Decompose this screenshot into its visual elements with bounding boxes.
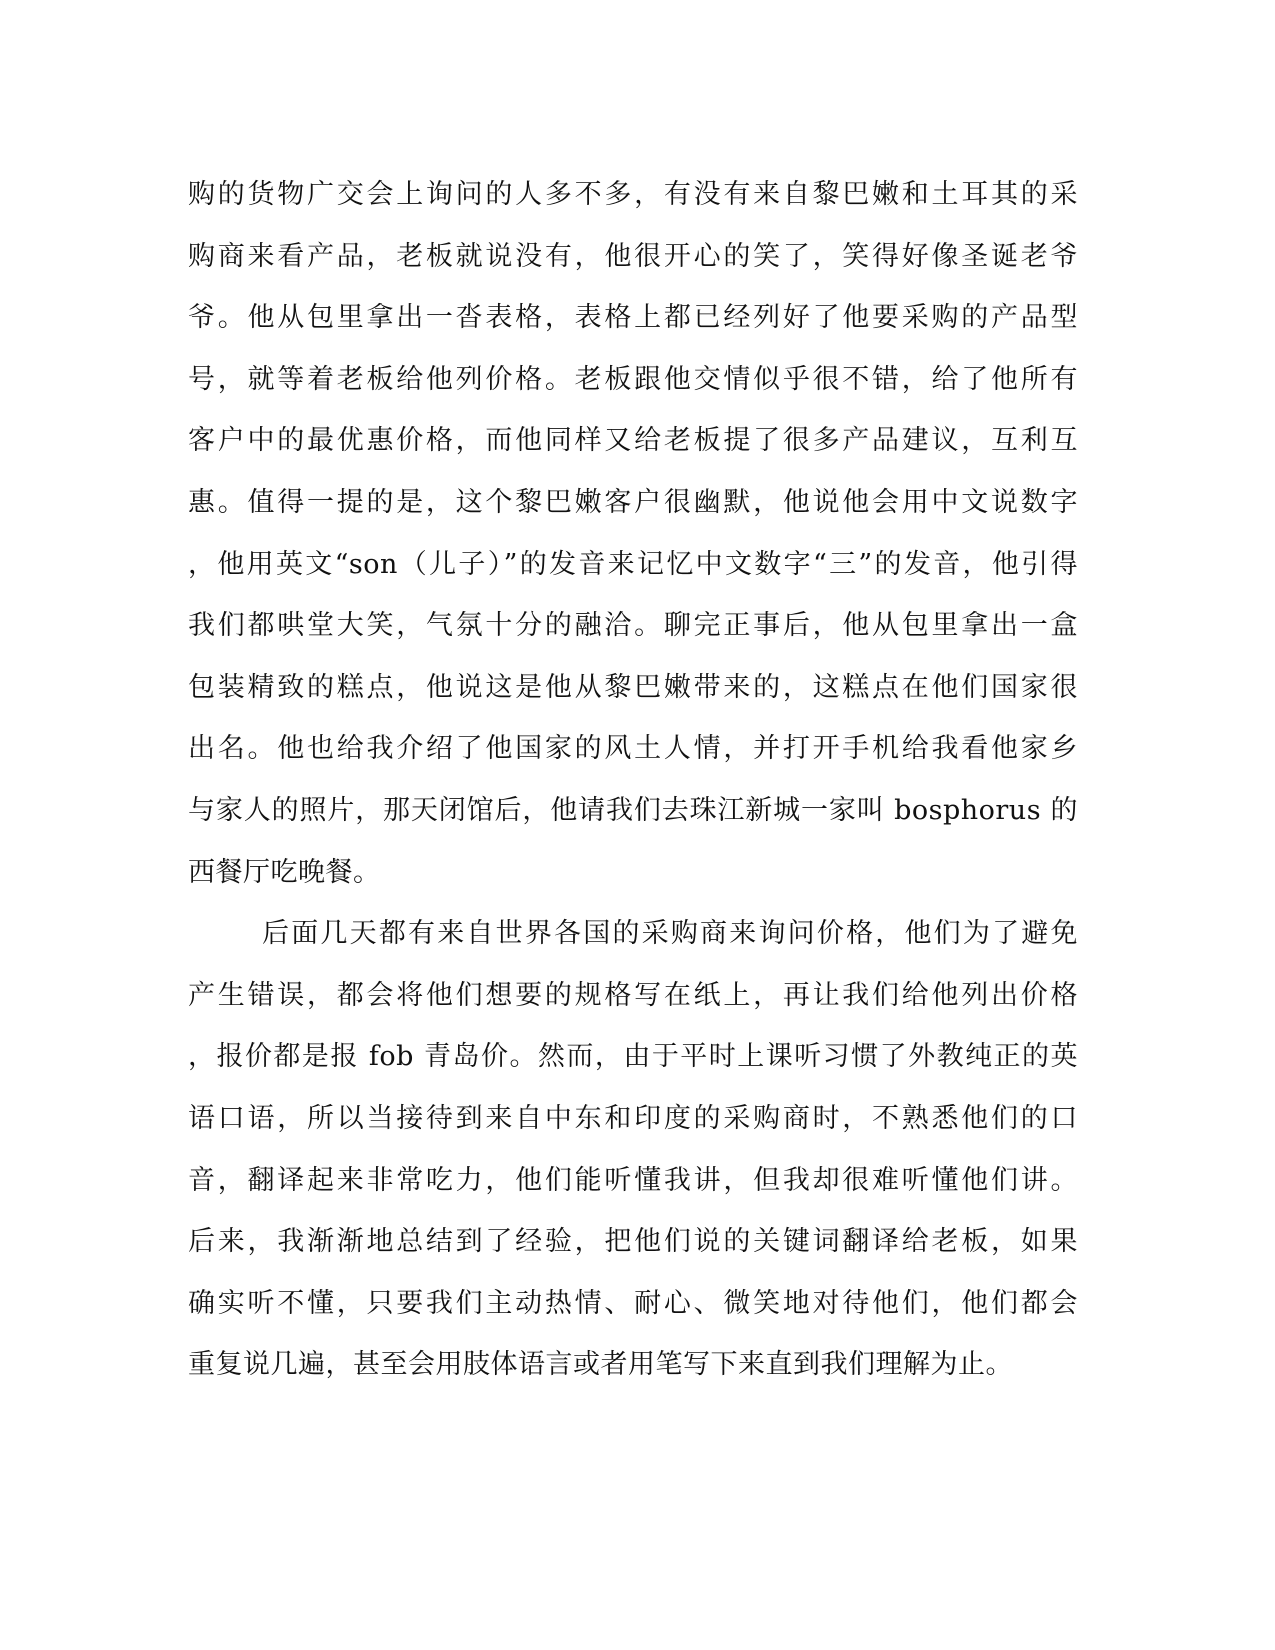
text-line: 后来，我渐渐地总结到了经验，把他们说的关键词翻译给老板，如果 bbox=[188, 1226, 1078, 1258]
text-line: 西餐厅吃晚餐。 bbox=[188, 856, 381, 888]
text-line: 爷。他从包里拿出一沓表格，表格上都已经列好了他要采购的产品型 bbox=[188, 302, 1078, 334]
text-line: 客户中的最优惠价格，而他同样又给老板提了很多产品建议，互利互 bbox=[188, 425, 1078, 457]
text-line: 音，翻译起来非常吃力，他们能听懂我讲，但我却很难听懂他们讲。 bbox=[188, 1164, 1078, 1196]
text-line: 与家人的照片，那天闭馆后，他请我们去珠江新城一家叫 bosphorus 的 bbox=[188, 794, 1078, 826]
text-line: 产生错误，都会将他们想要的规格写在纸上，再让我们给他列出价格 bbox=[188, 979, 1078, 1011]
text-line: 包装精致的糕点，他说这是他从黎巴嫩带来的，这糕点在他们国家很 bbox=[188, 671, 1078, 703]
text-line: ，他用英文“son（儿子）”的发音来记忆中文数字“三”的发音，他引得 bbox=[188, 548, 1078, 580]
text-line: 重复说几遍，甚至会用肢体语言或者用笔写下来直到我们理解为止。 bbox=[188, 1349, 1013, 1381]
text-line: 我们都哄堂大笑，气氛十分的融洽。聊完正事后，他从包里拿出一盒 bbox=[188, 610, 1078, 642]
text-line: 号，就等着老板给他列价格。老板跟他交情似乎很不错，给了他所有 bbox=[188, 363, 1078, 395]
text-line: ，报价都是报 fob 青岛价。然而，由于平时上课听习惯了外教纯正的英 bbox=[188, 1041, 1078, 1073]
paragraph-1 bbox=[188, 164, 1078, 903]
text-line: 惠。值得一提的是，这个黎巴嫩客户很幽默，他说他会用中文说数字 bbox=[188, 486, 1078, 518]
text-line: 购的货物广交会上询问的人多不多，有没有来自黎巴嫩和土耳其的采 bbox=[188, 179, 1078, 210]
text-line: 购商来看产品，老板就说没有，他很开心的笑了，笑得好像圣诞老爷 bbox=[188, 240, 1078, 272]
text-line: 语口语，所以当接待到来自中东和印度的采购商时，不熟悉他们的口 bbox=[188, 1102, 1078, 1134]
paragraph-2 bbox=[188, 903, 1078, 1396]
text-line: 后面几天都有来自世界各国的采购商来询问价格，他们为了避免 bbox=[262, 918, 1078, 950]
text-line: 确实听不懂，只要我们主动热情、耐心、微笑地对待他们，他们都会 bbox=[188, 1287, 1078, 1319]
text-line: 出名。他也给我介绍了他国家的风土人情，并打开手机给我看他家乡 bbox=[188, 733, 1078, 765]
document-body bbox=[188, 164, 1078, 1396]
